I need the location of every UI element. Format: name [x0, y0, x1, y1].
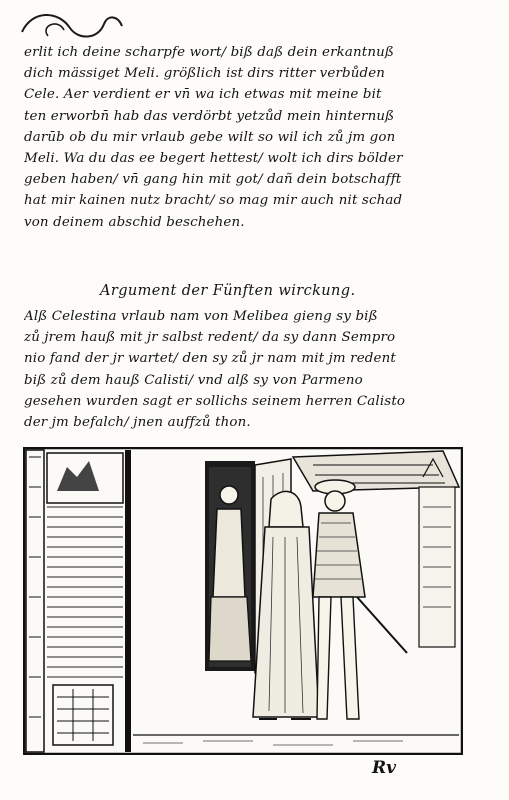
- paragraph-1: [24, 42, 474, 233]
- text-line: ten erworbn̄ hab das verdörbt yetzůd mein hinternuß: [24, 108, 395, 124]
- text-line: dich mässiget Meli. größlich ist dirs ritter verbůden: [24, 66, 386, 82]
- text-line: darūb ob du mir vrlaub gebe wilt so wil ich zů jm gon: [24, 129, 396, 145]
- text-line: nio fand der jr wartet/ den sy zů jr nam mit jm redent: [24, 351, 396, 367]
- text-line: der jm befalch/ jnen auffzů thon.: [24, 415, 251, 431]
- text-line: hat mir kainen nutz bracht/ so mag mir auch nit schad: [24, 193, 403, 209]
- text-line: zů jrem hauß mit jr salbst redent/ da sy dann Sempro: [24, 330, 396, 346]
- signature-mark: Rv: [372, 758, 397, 778]
- paragraph-2: [24, 306, 474, 433]
- text-line: gesehen wurden sagt er sollichs seinem herren Calisto: [24, 393, 406, 409]
- text-line: erlit ich deine scharpfe wort/ biß daß dein erkantnuß: [24, 45, 394, 60]
- text-line: Meli. Wa du das ee begert hettest/ wolt ich dirs bölder: [24, 151, 403, 167]
- text-line: biß zů dem hauß Calisti/ vnd alß sy von Parmeno: [24, 372, 363, 388]
- section-heading: Argument der Fünften wirckung.: [100, 283, 356, 299]
- text-line: Alß Celestina vrlaub nam von Melibea gieng sy biß: [24, 309, 378, 324]
- decorative-flourish: [18, 6, 128, 44]
- woodcut-illustration: [23, 447, 463, 755]
- text-line: geben haben/ vn̄ gang hin mit got/ dañ dein botschafft: [24, 172, 402, 188]
- text-line: von deinem abschid beschehen.: [24, 214, 245, 230]
- text-line: Cele. Aer verdient er vn̄ wa ich etwas mit meine bit: [24, 87, 382, 103]
